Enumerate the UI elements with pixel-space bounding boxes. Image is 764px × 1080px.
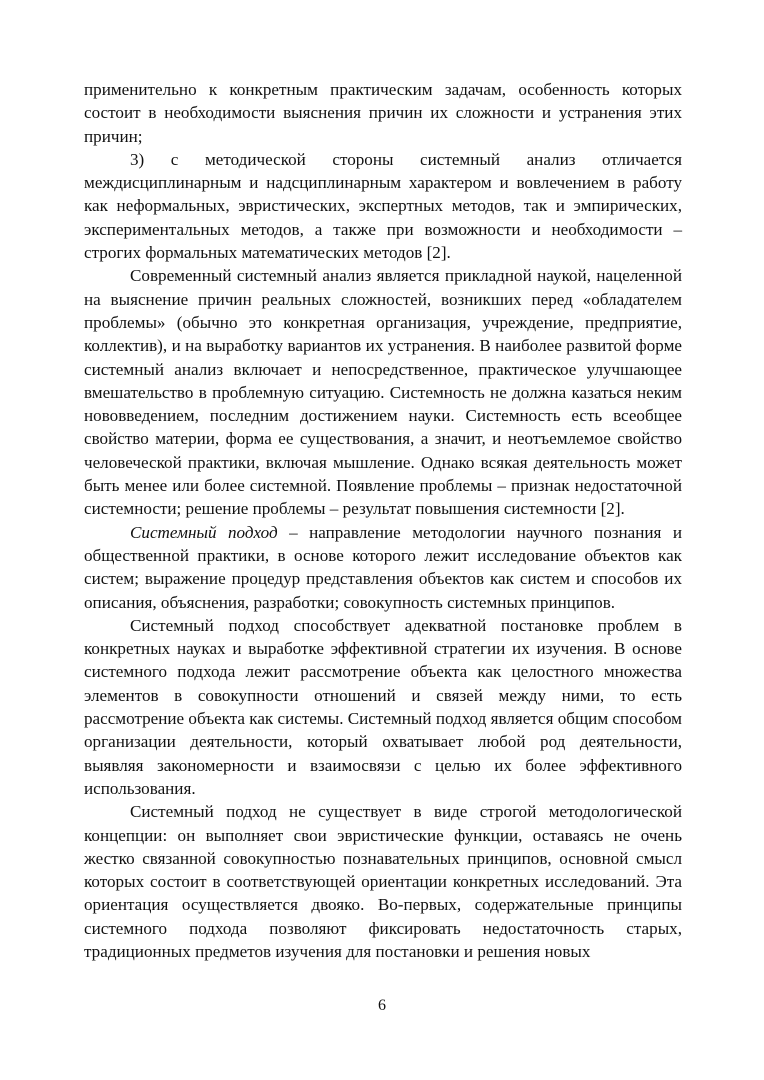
paragraph-continuation: применительно к конкретным практическим задачам, особенность которых состоит в необходимости выяснения причин их сложности и устранения этих причин; xyxy=(84,80,682,146)
term-system-approach: Системный подход xyxy=(130,522,278,542)
paragraph-methodical-side: 3) с методической стороны системный анализ отличается междисциплинарным и надсциплинарным характером и вовлечением в работу как неформальных, эвристических, экспертных методов, так и эмпирических, экспериментальных методов, а также при возможности и необходимости – строгих формальных математических методов [2]. xyxy=(84,149,682,263)
paragraph-modern-system-analysis: Современный системный анализ является прикладной наукой, нацеленной на выяснение причин реальных сложностей, возникших перед «обладателем проблемы» (обычно это конкретная организация, учреждение, предприятие, коллектив), и на выработку вариантов их устранения. В наиболее развитой форме системный анализ включает и непосредственное, практическое улучшающее вмешательство в проблемную ситуацию. Системность не должна казаться неким нововведением, последним достижением науки. Системность есть всеобщее свойство материи, форма ее существования, а значит, и неотъемлемое свойство человеческой практики, включая мышление. Однако всякая деятельность может быть менее или более системной. Появление проблемы – признак недостаточной системности; решение проблемы – результат повышения системности [2]. xyxy=(84,266,682,519)
paragraph-system-approach-role: Системный подход способствует адекватной постановке проблем в конкретных науках и выработке эффективной стратегии их изучения. В основе системного подхода лежит рассмотрение объекта как целостного множества элементов в совокупности отношений и связей между ними, то есть рассмотрение объекта как системы. Системный подход является общим способом организации деятельности, который охватывает любой род деятельности, выявляя закономерности и взаимосвязи с целью их более эффективного использования. xyxy=(84,615,682,798)
paragraph-system-approach-definition xyxy=(84,521,682,614)
page-number: 6 xyxy=(378,997,386,1014)
definition-text: – направление методологии научного познания и общественной практики, в основе которого лежит исследование объектов как систем; выражение процедур представления объектов как систем и способов их описания, объяснения, разработки; совокупность системных принципов. xyxy=(84,522,682,612)
body-text xyxy=(84,78,682,963)
paragraph-system-approach-concept: Системный подход не существует в виде строгой методологической концепции: он выполняет свои эвристические функции, оставаясь не очень жестко связанной совокупностью познавательных принципов, основной смысл которых состоит в соответствующей ориентации конкретных исследований. Эта ориентация осуществляется двояко. Во-первых, содержательные принципы системного подхода позволяют фиксировать недостаточность старых, традиционных предметов изучения для постановки и решения новых xyxy=(84,802,682,961)
